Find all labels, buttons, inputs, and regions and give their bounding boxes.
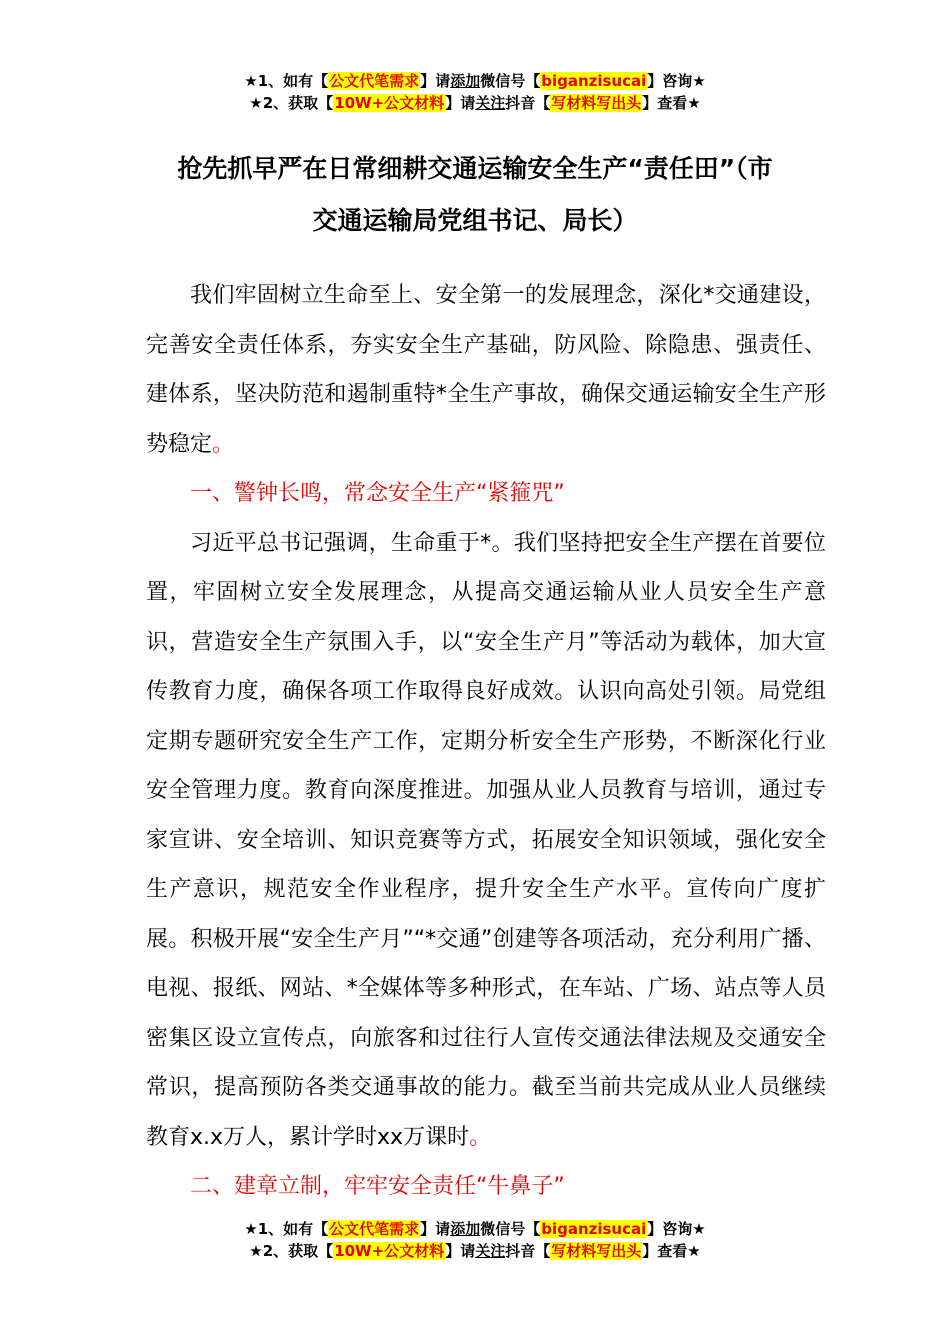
- promo-underline: 添加: [450, 72, 481, 90]
- promo-text: 微信号【: [480, 1220, 541, 1238]
- promo-highlight: 10W+公文材料: [334, 1242, 445, 1260]
- promo-underline: 添加: [450, 1220, 481, 1238]
- title-line-2: 交通运输局党组书记、局长）: [312, 206, 638, 235]
- paragraph-end-mark: 。: [469, 1124, 492, 1150]
- intro-text: 我们牢固树立生命至上、安全第一的发展理念，深化*交通建设，完善安全责任体系，夯实安全生产基础，防风险、除隐患、强责任、建体系，坚决防范和遏制重特*全生产事故，确保交通运输安全生产形势稳定: [146, 283, 826, 457]
- promo-highlight: biganzisucai: [541, 72, 647, 90]
- promo-text: ★2、获取【: [249, 94, 334, 112]
- promo-text: 】请: [445, 1242, 476, 1260]
- promo-text: 】请: [445, 94, 476, 112]
- promo-highlight: 写材料写出头: [551, 94, 642, 112]
- promo-underline: 关注: [475, 94, 506, 112]
- promo-text: 】咨询★: [647, 72, 706, 90]
- promo-line-1: [0, 1218, 950, 1240]
- promo-text: ★2、获取【: [249, 1242, 334, 1260]
- promo-text: ★1、如有【: [244, 1220, 329, 1238]
- intro-end-mark: 。: [212, 431, 235, 457]
- promo-line-2: [0, 92, 950, 114]
- promo-text: 】咨询★: [647, 1220, 706, 1238]
- section-paragraph-1: [146, 519, 826, 1163]
- section-heading-1: 一、警钟长鸣，常念安全生产“紧箍咒”: [190, 481, 565, 506]
- document-title: [0, 143, 950, 247]
- promo-text: 】查看★: [642, 94, 701, 112]
- promo-banner-top: [0, 70, 950, 114]
- title-line-1: 抢先抓早严在日常细耕交通运输安全生产“责任田”（市: [177, 154, 773, 183]
- promo-highlight: 公文代笔需求: [329, 72, 420, 90]
- promo-text: ★1、如有【: [244, 72, 329, 90]
- promo-highlight: 10W+公文材料: [334, 94, 445, 112]
- promo-text: 】请: [420, 1220, 451, 1238]
- promo-banner-bottom: [0, 1218, 950, 1262]
- promo-highlight: 写材料写出头: [551, 1242, 642, 1260]
- promo-underline: 关注: [475, 1242, 506, 1260]
- promo-text: 】查看★: [642, 1242, 701, 1260]
- promo-highlight: biganzisucai: [541, 1220, 647, 1238]
- promo-line-2: [0, 1240, 950, 1262]
- promo-text: 微信号【: [480, 72, 541, 90]
- paragraph-text: 习近平总书记强调，生命重于*。我们坚持把安全生产摆在首要位置，牢固树立安全发展理念，从提高交通运输从业人员安全生产意识，营造安全生产氛围入手，以“安全生产月”等活动为载体，加大宣传教育力度，确保各项工作取得良好成效。认识向高处引领。局党组定期专题研究安全生产工作，定期分析安全生产形势，不断深化行业安全管理力度。教育向深度推进。加强从业人员教育与培训，通过专家宣讲、安全培训、知识竞赛等方式，拓展安全知识领域，强化安全生产意识，规范安全作业程序，提升安全生产水平。宣传向广度扩展。积极开展“安全生产月”“*交通”创建等各项活动，充分利用广播、电视、报纸、网站、*全媒体等多种形式，在车站、广场、站点等人员密集区设立宣传点，向旅客和过往行人宣传交通法律法规及交通安全常识，提高预防各类交通事故的能力。截至当前共完成从业人员继续教育x.x万人，累计学时xx万课时: [146, 530, 826, 1150]
- promo-text: 抖音【: [505, 1242, 551, 1260]
- section-heading-2: 二、建章立制，牢牢安全责任“牛鼻子”: [190, 1174, 565, 1199]
- promo-highlight: 公文代笔需求: [329, 1220, 420, 1238]
- promo-text: 抖音【: [505, 94, 551, 112]
- document-body: [146, 271, 826, 1212]
- promo-line-1: [0, 70, 950, 92]
- intro-paragraph: [146, 271, 826, 469]
- promo-text: 】请: [420, 72, 451, 90]
